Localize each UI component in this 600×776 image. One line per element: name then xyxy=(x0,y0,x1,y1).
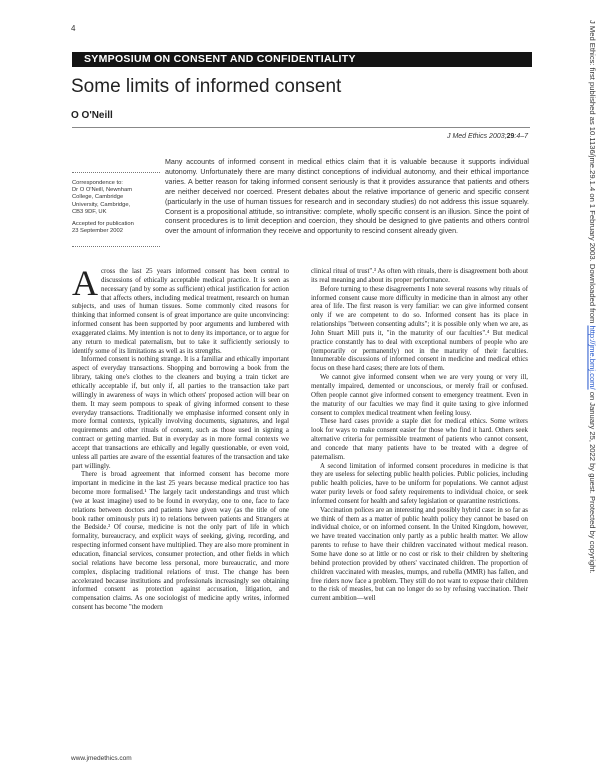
corr-line: University, Cambridge, xyxy=(72,201,131,208)
correspondence-box xyxy=(72,180,162,235)
body-column-left xyxy=(72,268,289,748)
author-name: O O'Neill xyxy=(71,110,113,121)
abstract: Many accounts of informed consent in medical ethics claim that it is valuable because it supports individual autonomy. Unfortunately there are many distinct conceptions of individual autonomy, and their ethical importance varies. A better reason for taking informed consent seriously is that it provides assurance that patients and others are neither deceived nor coerced. Present debates about the relative importance of generic and specific consent (particularly in the use of human tissues for research and in secondary studies) do not address this issue squarely. Consent is a propositional attitude, so intransitive: complete, wholly specific consent is an illusion. Since the point of consent procedures is to limit deception and coercion, they should be designed to give patients and others control over the amount of information they receive and opportunity to rescind consent already given. xyxy=(165,158,529,236)
corr-top-rule xyxy=(72,172,160,173)
corr-line: Accepted for publication xyxy=(72,221,134,228)
paragraph-text: cross the last 25 years informed consent has been central to discussions of ethically acceptable medical practice. It is seen as necessary (and by some as sufficient) ethical justification for action that affects others, including medical treatment, research on human subjects, and uses of human tissues. Some commonly cited reasons for thinking that informed consent is of great importance are quite unconvincing: informed consent has been supported by poor arguments and lumbered with exaggerated claims. My intention is not to deny its importance, or to argue for any return to medical paternalism, but to take it sufficiently seriously to identify some of its limitations as well as its strengths. xyxy=(72,268,289,355)
page-number: 4 xyxy=(71,24,76,33)
paragraph: A second limitation of informed consent procedures in medicine is that they are useless for selecting public health policies. Public policies, including public health policies, have to be uniform for populations. We cannot adjust water purity levels or food safety requirements to individual choice, or seek informed consent for health and safety legislation or quarantine restrictions. xyxy=(311,462,528,505)
footer-url: www.jmedethics.com xyxy=(71,755,132,762)
corr-line: CB3 9DF, UK xyxy=(72,208,107,215)
paragraph: There is broad agreement that informed consent has become more important in medicine in the last 25 years because medical practice too has become more formalised.¹ The largely tacit understandings and trust which (we at least imagine) used to be found in everyday, one to one, face to face relations between doctors and patients have given way (as the title of one book rather ominously puts it) to relations between patients and Strangers at the Bedside.² Of course, medicine is not the only part of life in which formality, bureaucracy, and explicit ways of seeking, giving, recording, and respecting informed consent have multiplied. They are also more prominent in education, financial services, consumer protection, and other fields in which social relations have become less personal, more bureaucratic, and more complex, displacing traditional relations of trust. The change has been accelerated because institutions and professionals increasingly see obtaining informed consent as protection against accusation, litigation, and compensation claims. As one sociologist of medicine aptly writes, informed consent has become "the modern xyxy=(72,471,289,612)
article-title: Some limits of informed consent xyxy=(71,76,342,97)
section-banner: SYMPOSIUM ON CONSENT AND CONFIDENTIALITY xyxy=(72,52,532,67)
citation xyxy=(447,133,528,140)
drop-cap: A xyxy=(72,268,98,303)
paragraph xyxy=(72,268,289,356)
paragraph: We cannot give informed consent when we are very young or very ill, mentally impaired, demented or unconscious, or merely frail or confused. Often people cannot give informed consent to emergency treatment. Even in the maturity of our faculties we may find it quite taxing to give informed consent to complex medical treatment when feeling lousy. xyxy=(311,374,528,417)
citation-volume: 29 xyxy=(506,133,515,140)
paragraph: Vaccination polices are an interesting and possibly hybrid case: in so far as we think of them as a matter of public health policy they cannot be based on individual choice, or on informed consent. In the United Kingdom, however, we have treated vaccination only partly as a public health matter. We allow parents to refuse to have their children vaccinated without medical reason. Some have done so at little or no cost or risk to their children by sheltering behind protection provided by others' vaccinated children. The proportion of children vaccinated with measles, mumps, and rubella (MMR) has fallen, and free riders now face a problem. They still do not want to expose their children to the risk of measles, but can no longer do so by refusing vaccination. Their current ambition—well xyxy=(311,506,528,603)
side-prefix: J Med Ethics: first published as 10.1136/jme.29.1.4 on 1 February 2003. Downloaded from xyxy=(588,20,597,326)
side-suffix: on January 25, 2022 by guest. Protected by copyright. xyxy=(588,389,597,574)
side-copyright-notice xyxy=(579,20,597,760)
citation-journal: J Med Ethics xyxy=(447,133,488,140)
side-journal-link[interactable]: http://jme.bmj.com/ xyxy=(588,325,597,390)
corr-line: Dr O O'Neill, Newnham xyxy=(72,187,133,194)
paragraph: clinical ritual of trust".³ As often with rituals, there is disagreement both about its real meaning and about its proper performance. xyxy=(311,268,528,284)
paragraph: Before turning to these disagreements I note several reasons why rituals of informed consent cause more difficulty in medicine than in almost any other area of life. The first reason is very familiar: we can give informed consent only if we are competent to do so. Informed consent has its place in relationships "between consenting adults"; it is possible only when we are, as John Stuart Mill puts it, "in the maturity of our faculties".⁴ But medical practice constantly has to deal with exceptional numbers of people who are (temporarily or permanently) not in the maturity of their faculties. Innumerable discussions of informed consent in medicine and medical ethics focus on these hard cases; there are lots of them. xyxy=(311,285,528,373)
paragraph: Informed consent is nothing strange. It is a familiar and ethically important aspect of everyday transactions. Shopping and borrowing a book from the library, taking one's clothes to the cleaners and buying a train ticket are ethically acceptable if, but only if, all parties to the transaction take part willingly in awareness of ways in which others' proposed action will bear on them. It may seem pompous to speak of giving informed consent to these everyday transactions. Traditionally we emphasise informed consent only in more formal contexts, typically involving documents, signatures, and legal requirements and other rituals of consent, such as those used in signing a contract or getting married. But in everyday as in more formal contexts we accept that transactions are ethically and legally questionable, or even void, unless all parties are aware of the essential features of the transaction and take part willingly. xyxy=(72,356,289,470)
citation-pages: :4–7 xyxy=(514,133,528,140)
corr-line: Correspondence to: xyxy=(72,180,123,186)
paragraph: These hard cases provide a staple diet for medical ethics. Some writers look for ways to make consent easier for those who find it hard. Others seek alternative criteria for permissible treatment of patients who cannot consent, and concede that many patients have to be treated with a degree of paternalism. xyxy=(311,418,528,461)
header-rule xyxy=(72,127,530,128)
corr-bottom-rule xyxy=(72,246,160,247)
body-column-right xyxy=(311,268,528,744)
corr-line: 23 September 2002 xyxy=(72,228,123,235)
citation-year: 2003; xyxy=(489,133,507,140)
corr-line: College, Cambridge xyxy=(72,194,124,201)
